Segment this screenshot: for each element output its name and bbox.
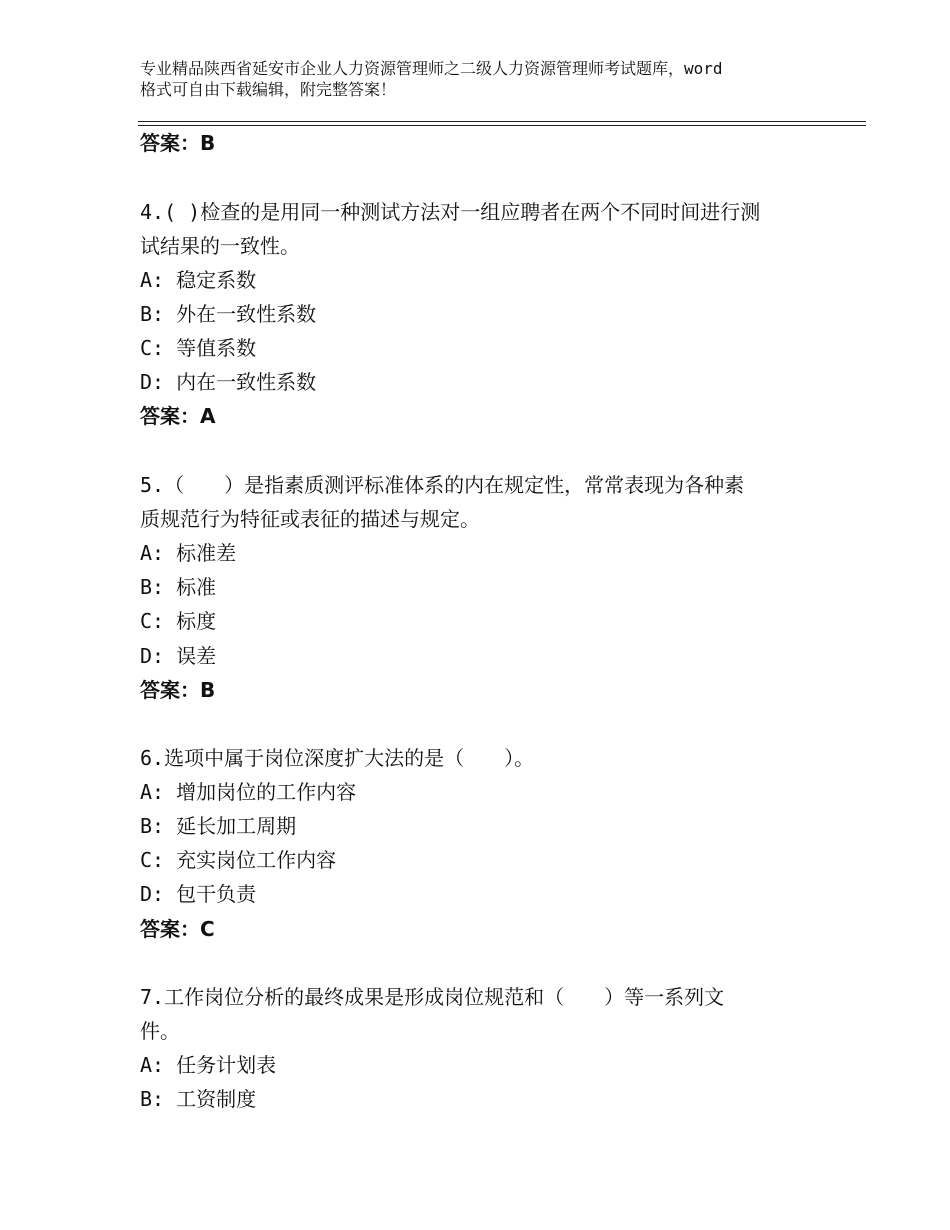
question-5-option-c: C: 标度 [140,609,217,633]
header-divider [138,121,866,126]
question-5-option-a: A: 标准差 [140,541,237,565]
question-6-stem-line-1: 6.选项中属于岗位深度扩大法的是（ ）。 [140,746,535,770]
question-4-option-d: D: 内在一致性系数 [140,370,317,394]
answer-q6: 答案：C [140,917,215,941]
question-7-option-b: B: 工资制度 [140,1087,257,1111]
answer-q5: 答案：B [140,678,216,702]
answer-q4: 答案：A [140,404,216,428]
answer-q3: 答案：B [140,131,216,155]
question-4-stem-line-1: 4.( )检查的是用同一种测试方法对一组应聘者在两个不同时间进行测 [140,200,761,224]
question-4-option-c: C: 等值系数 [140,336,257,360]
header-title-line-2: 格式可自由下载编辑，附完整答案！ [140,80,397,99]
question-4-option-b: B: 外在一致性系数 [140,302,317,326]
question-5-option-b: B: 标准 [140,575,217,599]
document-header [140,58,840,100]
header-title-line-1: 专业精品陕西省延安市企业人力资源管理师之二级人力资源管理师考试题库，word [140,59,723,78]
question-5-stem-line-1: 5.（ ）是指素质测评标准体系的内在规定性，常常表现为各种素 [140,473,745,497]
question-7-stem-line-2: 件。 [140,1019,180,1043]
question-7-stem-line-1: 7.工作岗位分析的最终成果是形成岗位规范和（ ）等一系列文 [140,985,725,1009]
question-5-stem-line-2: 质规范行为特征或表征的描述与规定。 [140,507,480,531]
question-6-option-b: B: 延长加工周期 [140,814,297,838]
question-6-option-a: A: 增加岗位的工作内容 [140,780,357,804]
question-4-option-a: A: 稳定系数 [140,268,257,292]
question-6-option-d: D: 包干负责 [140,882,257,906]
question-5-option-d: D: 误差 [140,644,217,668]
question-6-option-c: C: 充实岗位工作内容 [140,848,337,872]
question-4-stem-line-2: 试结果的一致性。 [140,234,300,258]
question-7-option-a: A: 任务计划表 [140,1053,277,1077]
